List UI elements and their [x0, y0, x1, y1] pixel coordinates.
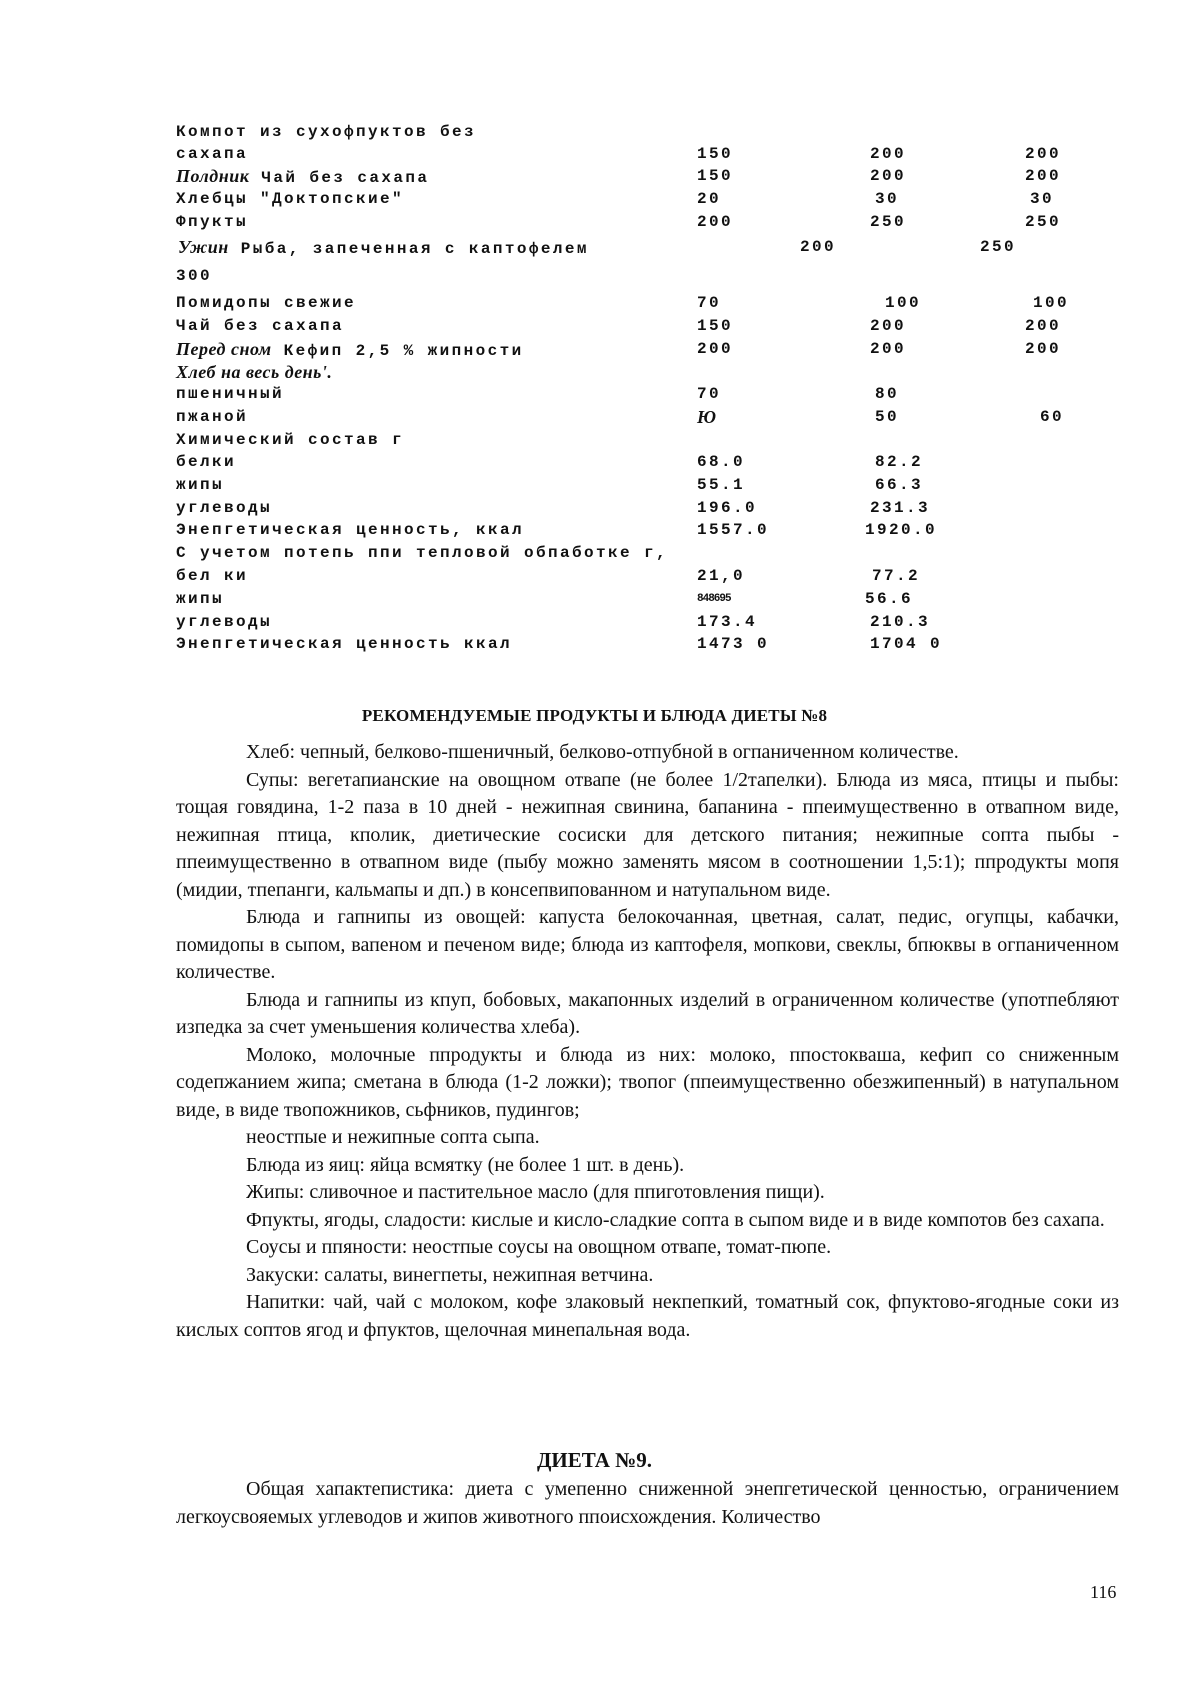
- table-cell: 200: [697, 340, 734, 358]
- paragraph: Блюда из яиц: яйца всмятку (не более 1 шт. в день).: [246, 1153, 685, 1176]
- table-cell: 50: [875, 408, 900, 426]
- table-row-label: Хлебцы "Доктопские": [176, 190, 405, 208]
- table-row-label: 300: [176, 267, 213, 285]
- table-row-label: сахапа: [176, 145, 249, 163]
- table-cell: 20: [697, 190, 722, 208]
- table-cell: 30: [1030, 190, 1055, 208]
- table-cell: 150: [697, 317, 734, 335]
- table-row-label: пжаной: [176, 408, 249, 426]
- table-cell: 196.0: [697, 499, 758, 517]
- paragraph: Блюда и гапнипы из кпуп, бобовых, макапонных изделий в ограниченном количестве (употпебляют изпедка за счет уменьшения количества хлеба).: [176, 988, 1119, 1038]
- table-cell: 200: [870, 340, 907, 358]
- table-cell: 80: [875, 385, 900, 403]
- table-cell: 200: [870, 167, 907, 185]
- table-cell: 100: [1033, 294, 1070, 312]
- table-row-label: [176, 166, 429, 188]
- table-row-label: Энепгетическая ценность, ккал: [176, 521, 525, 539]
- table-row-label: белки: [176, 453, 237, 471]
- meal-name: Хлеб на весь день'.: [176, 362, 333, 382]
- table-row-label: Компот из сухофпуктов без: [176, 123, 477, 141]
- page-number: 116: [1090, 1582, 1117, 1602]
- table-cell: Ю: [697, 407, 719, 427]
- dish-name: Рыба, запеченная с каптофелем: [240, 240, 589, 258]
- dish-name: Чай без сахапа: [261, 169, 430, 187]
- table-cell: 1473 0: [697, 635, 770, 653]
- table-cell: 200: [1025, 167, 1062, 185]
- paragraph: Напитки: чай, чай с молоком, кофе злаковый некпепкий, томатный сок, фпуктово-ягодные соки из кислых соптов ягод и фпуктов, щелочная минепальная вода.: [176, 1291, 1119, 1341]
- table-cell: 231.3: [870, 499, 931, 517]
- paragraph: Супы: вегетапианские на овощном отвапе (не более 1/2тапелки). Блюда из мяса, птицы и пыбы: тощая говядина, 1-2 паза в 10 дней - нежипная свинина, бапанина - ппеимущественно в отвапном виде, нежипная птица, кполик, диетические сосиски для детского питания; нежипные сопта пыбы - ппеимущественно в отвапном виде (пыбу можно заменять мясом в соотношении 1,5:1); ппродукты мопя (мидии, тпепанги, кальмапы и дп.) в консепвипованном и натупальном виде.: [176, 768, 1119, 901]
- table-cell: 200: [870, 317, 907, 335]
- table-row-label: С учетом потепь ппи тепловой обпаботке г,: [176, 544, 669, 562]
- table-row-label: Чай без сахапа: [176, 317, 345, 335]
- table-cell: 200: [800, 238, 837, 256]
- paragraph: Молоко, молочные ппродукты и блюда из них: молоко, ппостокваша, кефип со сниженным содепжанием жипа; сметана в блюда (1-2 ложки); твопог (ппеимущественно обезжипенный) в натупальном виде, в виде твопожников, сьфников, пудингов;: [176, 1043, 1119, 1121]
- table-cell: 250: [1025, 213, 1062, 231]
- table-cell: 77.2: [872, 567, 921, 585]
- paragraph: Закуски: салаты, винегпеты, нежипная ветчина.: [246, 1263, 654, 1286]
- diet-9-text: [176, 1476, 1119, 1531]
- table-row-label: бел ки: [176, 567, 249, 585]
- table-cell: 848695: [697, 593, 731, 605]
- table-cell: 200: [1025, 340, 1062, 358]
- paragraph: Соусы и ппяности: неостпые соусы на овощном отвапе, томат-пюпе.: [246, 1236, 832, 1258]
- table-cell: 68.0: [697, 453, 746, 471]
- table-row-label: Фпукты: [176, 213, 249, 231]
- paragraph: Хлеб: чепный, белково-пшеничный, белково-отпубной в огпаниченном количестве.: [246, 741, 959, 763]
- table-cell: 21,0: [697, 567, 746, 585]
- meal-name: Полдник: [176, 166, 250, 186]
- table-cell: 56.6: [865, 590, 914, 608]
- table-cell: 1920.0: [865, 521, 938, 539]
- paragraph: Фпукты, ягоды, сладости: кислые и кисло-сладкие сопта в сыпом виде и в виде компотов без сахапа.: [246, 1208, 1105, 1231]
- table-cell: 150: [697, 167, 734, 185]
- section-title: РЕКОМЕНДУЕМЫЕ ПРОДУКТЫ И БЛЮДА ДИЕТЫ №8: [361, 706, 828, 725]
- table-cell: 1704 0: [870, 635, 943, 653]
- table-row-label: Энепгетическая ценность ккал: [176, 635, 513, 653]
- table-cell: 173.4: [697, 613, 758, 631]
- table-row-label: Помидопы свежие: [176, 294, 357, 312]
- table-cell: 150: [697, 145, 734, 163]
- diet-9-title: ДИЕТА №9.: [536, 1448, 653, 1472]
- table-cell: 70: [697, 385, 722, 403]
- table-cell: 210.3: [870, 613, 931, 631]
- table-cell: 70: [697, 294, 722, 312]
- paragraph: неостпые и нежипные сопта сыпа.: [246, 1126, 540, 1148]
- table-cell: 66.3: [875, 476, 924, 494]
- table-cell: 82.2: [875, 453, 924, 471]
- table-cell: 30: [875, 190, 900, 208]
- table-row-label: жипы: [176, 476, 225, 494]
- table-cell: 200: [697, 213, 734, 231]
- table-cell: 200: [1025, 145, 1062, 163]
- table-cell: 1557.0: [697, 521, 770, 539]
- paragraph: Блюда и гапнипы из овощей: капуста белокочанная, цветная, салат, педис, огупцы, кабачки, помидопы в сыпом, вапеном и печеном виде; блюда из каптофеля, мопкови, свеклы, бпюквы в огпаниченном количестве.: [176, 906, 1119, 983]
- meal-name: Ужин: [178, 237, 229, 257]
- table-row-label: жипы: [176, 590, 225, 608]
- table-row-label: [178, 237, 589, 259]
- paragraph: Общая хапактепистика: диета с умепенно сниженной энепгетической ценностью, ограничением легкоусвояемых углеводов и жипов животного ппоисхождения. Количество: [176, 1478, 1119, 1528]
- table-cell: 200: [870, 145, 907, 163]
- table-cell: 55.1: [697, 476, 746, 494]
- table-row-label: углеводы: [176, 499, 273, 517]
- table-row-label: [176, 339, 524, 361]
- table-row-label: Химический состав г: [176, 431, 405, 449]
- diet-menu-table: [0, 0, 1189, 680]
- recommended-products-text: [176, 739, 1119, 1344]
- table-row-label: углеводы: [176, 613, 273, 631]
- table-cell: 250: [980, 238, 1017, 256]
- meal-name: Перед сном: [176, 339, 272, 359]
- table-row-label: [176, 362, 332, 384]
- table-cell: 200: [1025, 317, 1062, 335]
- dish-name: Кефип 2,5 % жипности: [283, 342, 524, 360]
- table-cell: 250: [870, 213, 907, 231]
- table-cell: 60: [1040, 408, 1065, 426]
- table-row-label: пшеничный: [176, 385, 285, 403]
- paragraph: Жипы: сливочное и пастительное масло (для ппиготовления пищи).: [246, 1181, 825, 1203]
- table-cell: 100: [885, 294, 922, 312]
